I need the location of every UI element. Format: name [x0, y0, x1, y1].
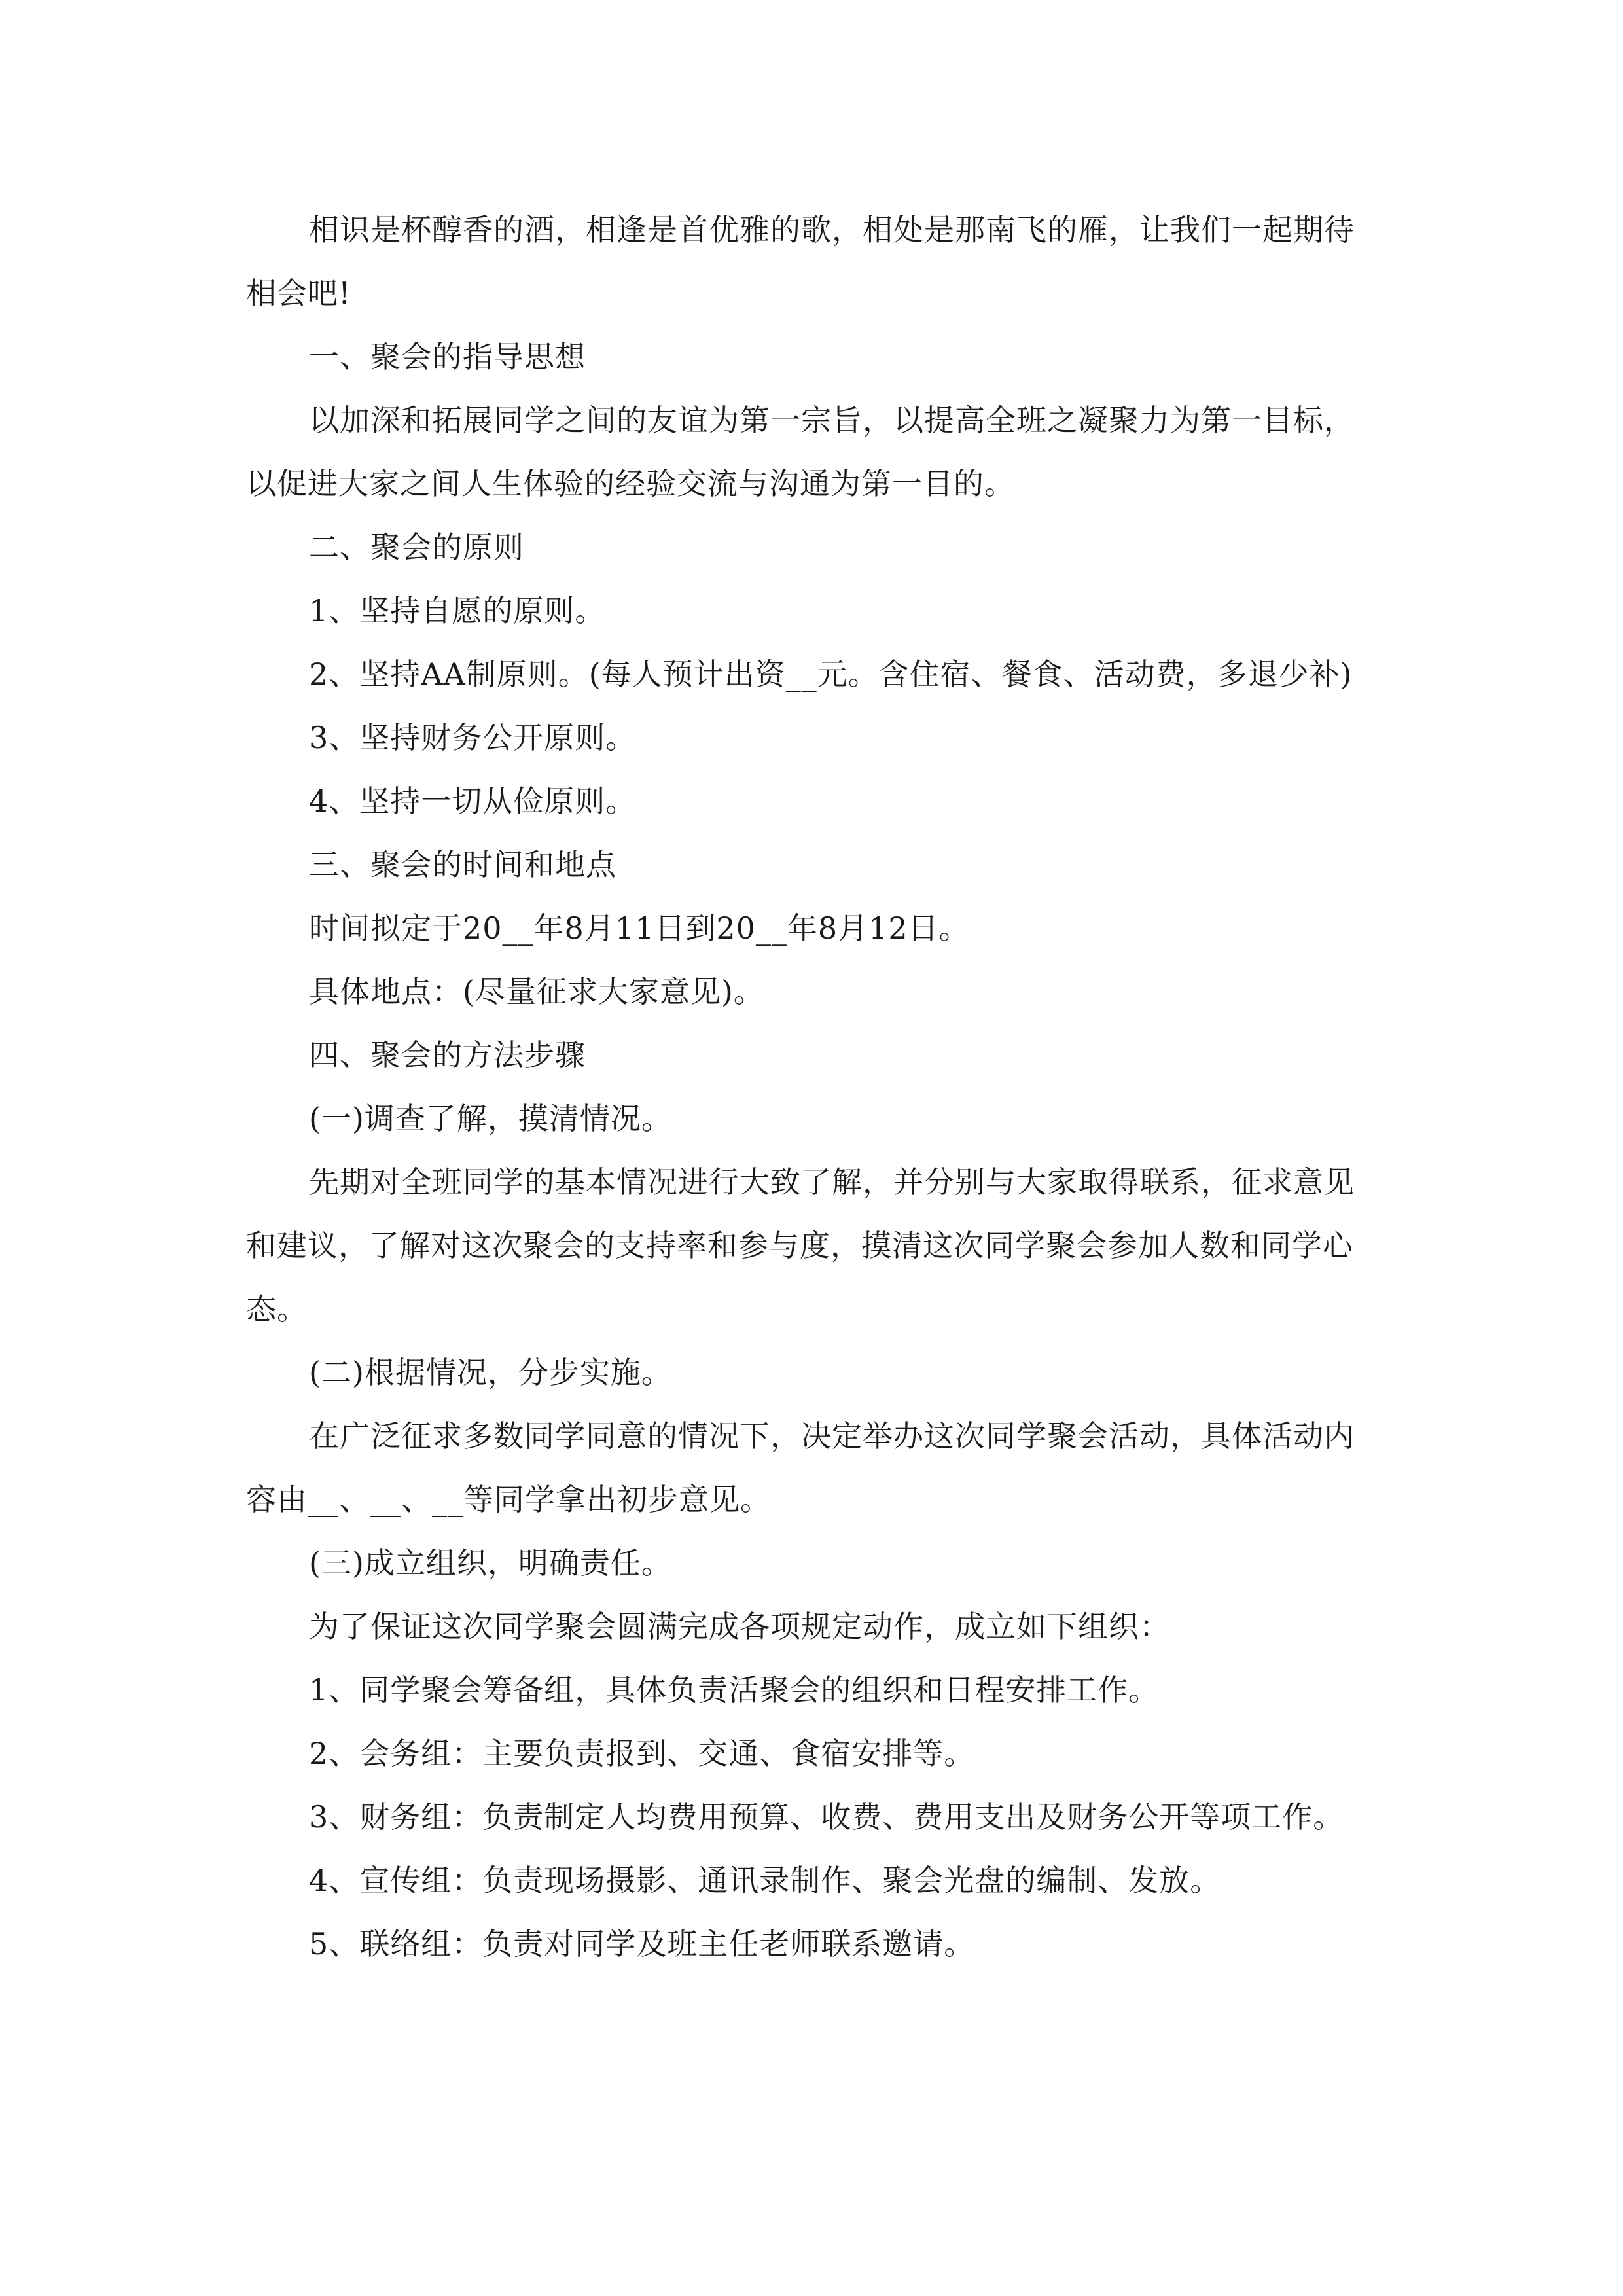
- step-paragraph: 为了保证这次同学聚会圆满完成各项规定动作，成立如下组织：: [309, 1609, 1170, 1644]
- organization-item: 2、会务组：主要负责报到、交通、食宿安排等。: [309, 1736, 975, 1771]
- time-paragraph: 时间拟定于20__年8月11日到20__年8月12日。: [309, 910, 970, 946]
- step-paragraph: 在广泛征求多数同学同意的情况下，决定举办这次同学聚会活动，具体活动内容由__、__、__等同学拿出初步意见。: [246, 1418, 1355, 1517]
- step-paragraph: 先期对全班同学的基本情况进行大致了解，并分别与大家取得联系，征求意见和建议，了解对这次聚会的支持率和参与度，摸清这次同学聚会参加人数和同学心态。: [246, 1164, 1355, 1327]
- step-heading: (一)调查了解，摸清情况。: [309, 1101, 672, 1136]
- organization-item: 1、同学聚会筹备组，具体负责活聚会的组织和日程安排工作。: [309, 1672, 1160, 1708]
- guiding-thought-paragraph: 以加深和拓展同学之间的友谊为第一宗旨，以提高全班之凝聚力为第一目标，以促进大家之间人生体验的经验交流与沟通为第一目的。: [246, 403, 1355, 501]
- principle-item: 4、坚持一切从俭原则。: [309, 783, 637, 819]
- section-heading-steps: 四、聚会的方法步骤: [309, 1037, 586, 1073]
- section-heading-principles: 二、聚会的原则: [309, 529, 524, 565]
- principle-item: 3、坚持财务公开原则。: [309, 720, 637, 755]
- section-heading-time-place: 三、聚会的时间和地点: [309, 847, 616, 882]
- intro-paragraph: 相识是杯醇香的酒，相逢是首优雅的歌，相处是那南飞的雁，让我们一起期待相会吧!: [246, 212, 1355, 311]
- organization-item: 3、财务组：负责制定人均费用预算、收费、费用支出及财务公开等项工作。: [309, 1799, 1344, 1835]
- organization-item: 5、联络组：负责对同学及班主任老师联系邀请。: [309, 1926, 975, 1962]
- section-heading-guiding-thought: 一、聚会的指导思想: [309, 339, 586, 374]
- principle-item: 2、坚持AA制原则。(每人预计出资__元。含住宿、餐食、活动费，多退少补): [309, 656, 1353, 692]
- place-paragraph: 具体地点：(尽量征求大家意见)。: [309, 974, 764, 1009]
- step-heading: (三)成立组织，明确责任。: [309, 1545, 672, 1581]
- document-body: [246, 198, 1385, 1976]
- principle-item: 1、坚持自愿的原则。: [309, 593, 606, 628]
- organization-item: 4、宣传组：负责现场摄影、通讯录制作、聚会光盘的编制、发放。: [309, 1863, 1221, 1898]
- step-heading: (二)根据情况，分步实施。: [309, 1355, 672, 1390]
